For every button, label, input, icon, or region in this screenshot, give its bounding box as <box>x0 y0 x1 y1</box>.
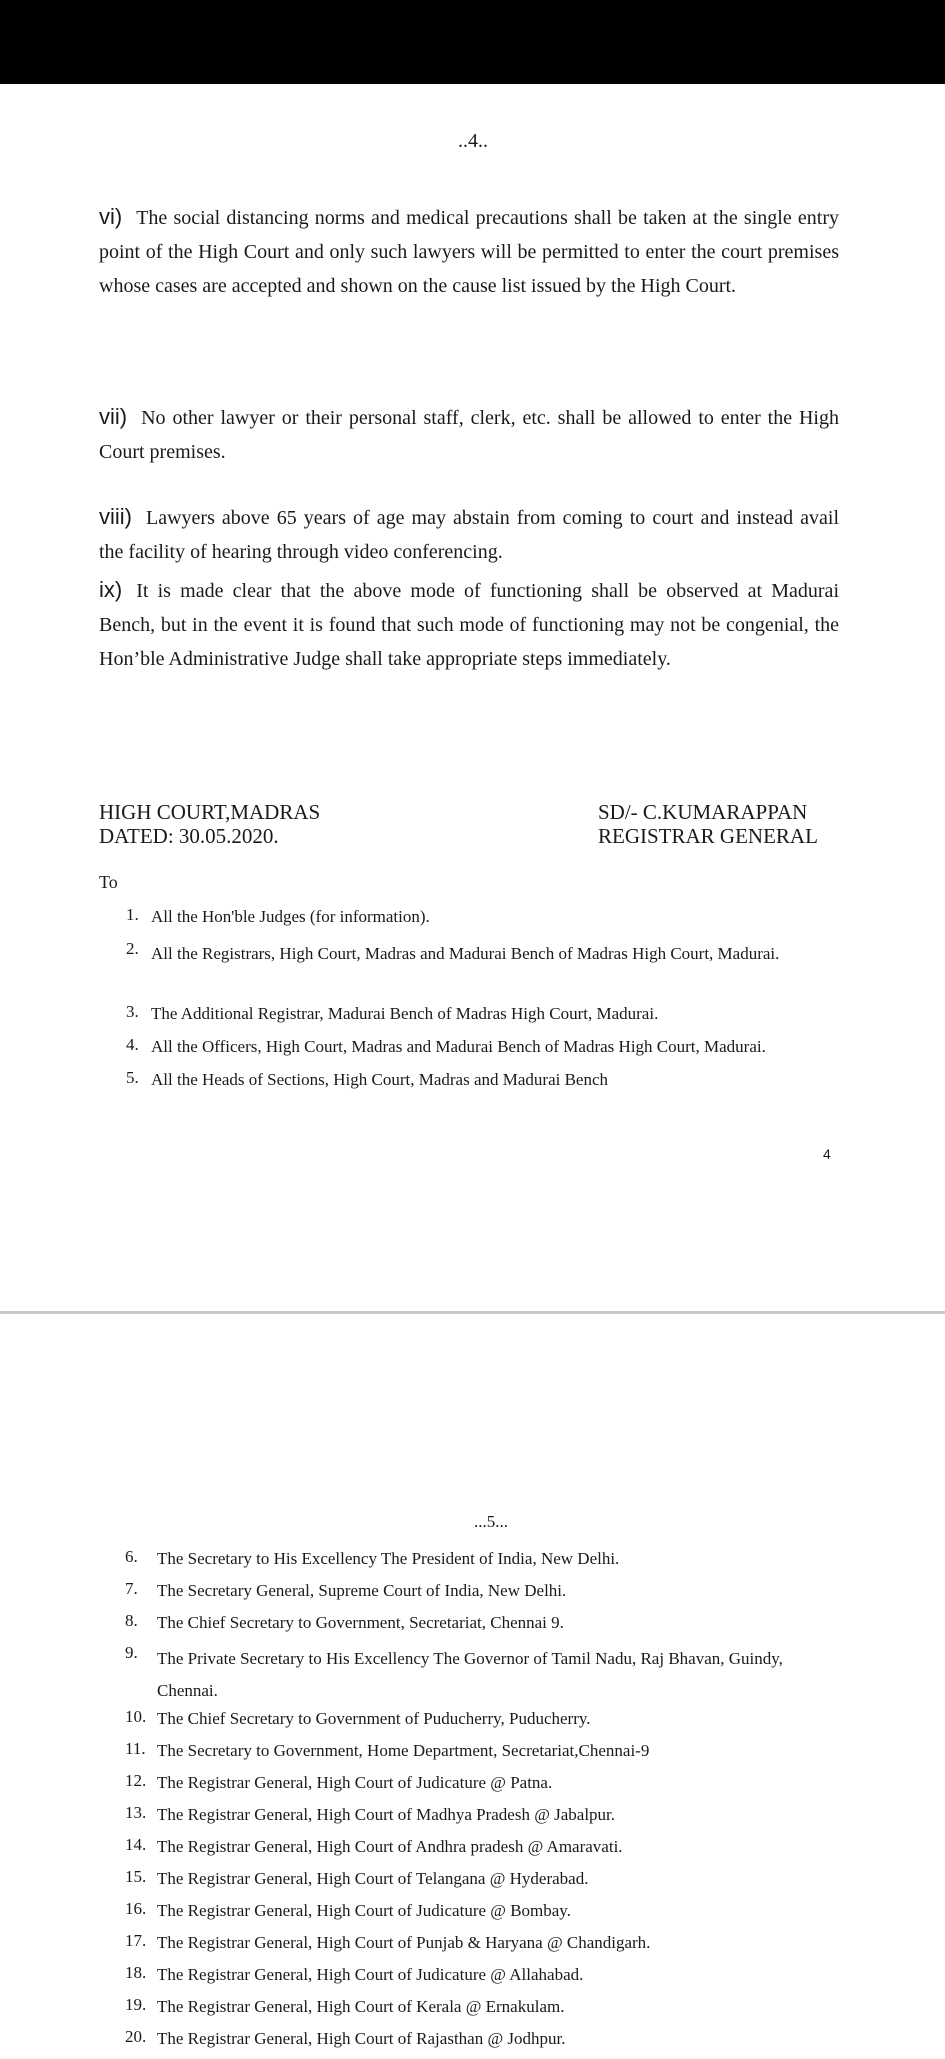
list-item: 10. The Chief Secretary to Government of Puducherry, Puducherry. <box>125 1707 591 1728</box>
list-item: 2. All the Registrars, High Court, Madras and Madurai Bench of Madras High Court, Madurai. <box>126 939 780 963</box>
list-item: 1. All the Hon'ble Judges (for information). <box>126 905 430 926</box>
signatory-name: SD/- C.KUMARAPPAN <box>598 800 808 824</box>
paragraph-number: ix) <box>99 577 123 602</box>
paragraph-vii <box>99 400 839 469</box>
paragraph-text: The social distancing norms and medical precautions shall be taken at the single entry point of the High Court and only such lawyers will be permitted to enter the court premises whose cases are accepted and shown on the cause list issued by the High Court. <box>99 207 839 297</box>
issuing-office: HIGH COURT,MADRAS <box>99 800 321 824</box>
list-item: 5. All the Heads of Sections, High Court, Madras and Madurai Bench <box>126 1068 609 1089</box>
page-marker-4: ..4.. <box>458 130 488 152</box>
list-item: 4. All the Officers, High Court, Madras and Madurai Bench of Madras High Court, Madurai. <box>126 1035 766 1056</box>
list-item: 3. The Additional Registrar, Madurai Bench of Madras High Court, Madurai. <box>126 1002 659 1023</box>
list-item: 20. The Registrar General, High Court of Rajasthan @ Jodhpur. <box>125 2027 566 2048</box>
distribution-list-page-5 <box>125 1547 845 2059</box>
list-item: 9. The Private Secretary to His Excellency The Governor of Tamil Nadu, Raj Bhavan, Guindy, Chennai. <box>125 1643 783 1700</box>
signatory-block <box>598 800 818 848</box>
list-item: 12. The Registrar General, High Court of Judicature @ Patna. <box>125 1771 553 1792</box>
list-item: 17. The Registrar General, High Court of Punjab & Haryana @ Chandigarh. <box>125 1931 651 1952</box>
list-item: 6. The Secretary to His Excellency The President of India, New Delhi. <box>125 1547 620 1568</box>
paragraph-text: No other lawyer or their personal staff, clerk, etc. shall be allowed to enter the High Court premises. <box>99 407 839 463</box>
top-status-bar <box>0 0 945 84</box>
list-item: 11. The Secretary to Government, Home Department, Secretariat,Chennai-9 <box>125 1739 650 1760</box>
issue-date: DATED: 30.05.2020. <box>99 824 279 848</box>
list-item: 15. The Registrar General, High Court of Telangana @ Hyderabad. <box>125 1867 589 1888</box>
page-number: 4 <box>823 1146 831 1162</box>
paragraph-number: vi) <box>99 204 123 229</box>
list-item: 19. The Registrar General, High Court of Kerala @ Ernakulam. <box>125 1995 565 2016</box>
paragraph-ix <box>99 573 839 676</box>
page-marker-5: ...5... <box>474 1512 508 1531</box>
paragraph-viii <box>99 500 839 569</box>
signatory-title: REGISTRAR GENERAL <box>598 824 818 848</box>
list-item: 18. The Registrar General, High Court of Judicature @ Allahabad. <box>125 1963 584 1984</box>
paragraph-text: Lawyers above 65 years of age may abstain from coming to court and instead avail the facility of hearing through video conferencing. <box>99 507 839 563</box>
paragraph-number: viii) <box>99 504 132 529</box>
list-item: 7. The Secretary General, Supreme Court of India, New Delhi. <box>125 1579 567 1600</box>
to-label: To <box>99 872 118 892</box>
list-item: 16. The Registrar General, High Court of Judicature @ Bombay. <box>125 1899 571 1920</box>
list-item: 14. The Registrar General, High Court of Andhra pradesh @ Amaravati. <box>125 1835 623 1856</box>
page-divider <box>0 1311 945 1314</box>
list-item: 13. The Registrar General, High Court of Madhya Pradesh @ Jabalpur. <box>125 1803 616 1824</box>
issuing-office-block <box>99 800 320 848</box>
distribution-list-page-4 <box>126 905 846 1101</box>
paragraph-number: vii) <box>99 404 128 429</box>
list-item: 8. The Chief Secretary to Government, Secretariat, Chennai 9. <box>125 1611 564 1632</box>
paragraph-text: It is made clear that the above mode of functioning shall be observed at Madurai Bench, but in the event it is found that such mode of functioning may not be congenial, the Hon’ble Administrative Judge shall take appropriate steps immediately. <box>99 580 839 670</box>
paragraph-vi <box>99 200 839 303</box>
